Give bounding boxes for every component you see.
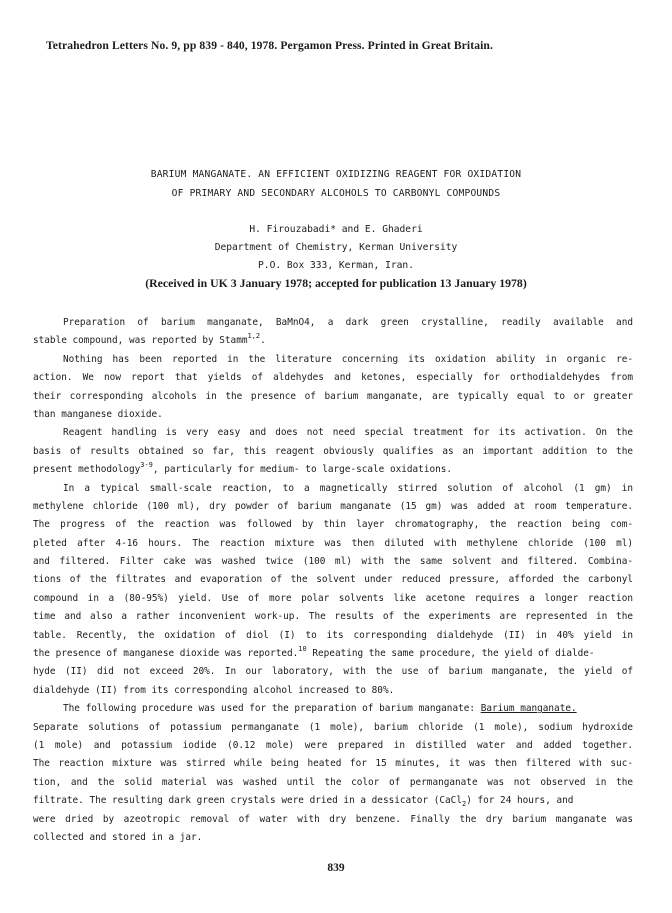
- body-line: than manganese dioxide.: [33, 408, 163, 420]
- affiliation-line-1: Department of Chemistry, Kerman University: [214, 242, 458, 253]
- body-line: Preparation of barium manganate, BaMnO4, a dark green crystalline, readily available and: [63, 317, 633, 328]
- underlined-heading: Barium manganate.: [480, 703, 577, 715]
- body-line: tion, and the solid material was washed until the color of permanganate was not observed in the: [33, 776, 633, 788]
- body-line: table. Recently, the oxidation of diol (I) to its corresponding dialdehyde (II) in 40% yield in: [33, 629, 633, 641]
- body-line: pleted after 4-16 hours. The reaction mixture was then diluted with methylene chloride (100 ml): [33, 537, 633, 549]
- body-line: hyde (II) did not exceed 20%. In our laboratory, with the use of barium manganate, the yield of: [33, 666, 633, 678]
- citation-superscript: 10: [298, 645, 307, 654]
- body-line: (1 mole) and potassium iodide (0.12 mole) were prepared in distilled water and added together.: [33, 739, 633, 751]
- article-body: [33, 314, 633, 847]
- body-line: In a typical small-scale reaction, to a magnetically stirred solution of alcohol (1 gm) in: [63, 482, 633, 494]
- body-line: Nothing has been reported in the literature concerning its oxidation ability in organic re-: [63, 353, 633, 365]
- article-title-line-1: BARIUM MANGANATE. AN EFFICIENT OXIDIZING REAGENT FOR OXIDATION: [150, 169, 522, 180]
- citation-superscript: 1,2: [247, 332, 261, 341]
- citation-superscript: 3-9: [140, 461, 153, 470]
- body-line: The progress of the reaction was followed by thin layer chromatography, the reaction being com-: [33, 519, 633, 531]
- body-line: compound in a (80-95%) yield. Use of more polar solvents like acetone requires a longer reaction: [33, 592, 633, 604]
- body-line: the presence of manganese dioxide was reported.$^{10}$ Repeating the same procedure, the yield of dialde-: [33, 645, 595, 660]
- body-line: their corresponding alcohols in the presence of barium manganate, are typically equal to or greater: [33, 390, 633, 402]
- body-line: collected and stored in a jar.: [33, 831, 203, 843]
- body-line: The following procedure was used for the preparation of barium manganate: Barium manganate.: [63, 703, 577, 715]
- body-line: action. We now report that yields of aldehydes and ketones, especially for orthodialdehydes from: [33, 372, 633, 384]
- body-line: Separate solutions of potassium permanganate (1 mole), barium chloride (1 mole), sodium hydroxide: [33, 721, 633, 733]
- body-line: methylene chloride (100 ml), dry powder of barium manganate (15 gm) was added at room temperature.: [33, 500, 633, 512]
- body-line: filtrate. The resulting dark green crystals were dried in a dessicator (CaCl$_2$) for 24 hours, and: [33, 795, 574, 809]
- body-line: The reaction mixture was stirred while being heated for 15 minutes, it was then filtered with suc-: [33, 758, 633, 770]
- body-line: basis of results obtained so far, this reagent obviously qualifies as an important addition to the: [33, 445, 633, 457]
- page-number: 839: [327, 862, 345, 874]
- received-dates: (Received in UK 3 January 1978; accepted for publication 13 January 1978): [145, 276, 527, 290]
- body-line: stable compound, was reported by Stamm$^{1,2}$.: [33, 332, 266, 347]
- authors: H. Firouzabadi* and E. Ghaderi: [249, 224, 423, 235]
- subscript: 2: [461, 800, 467, 809]
- body-line: were dried by azeotropic removal of water with dry benzene. Finally the dry barium manganate was: [33, 813, 633, 825]
- body-line: and filtered. Filter cake was washed twice (100 ml) with the same solvent and filtered. Combina-: [33, 556, 633, 568]
- article-title-line-2: OF PRIMARY AND SECONDARY ALCOHOLS TO CARBONYL COMPOUNDS: [171, 188, 501, 199]
- body-line: dialdehyde (II) from its corresponding alcohol increased to 80%.: [33, 684, 395, 696]
- body-line: tions of the filtrates and evaporation of the solvent under reduced pressure, afforded the carbonyl: [33, 574, 633, 586]
- body-line: Reagent handling is very easy and does not need special treatment for its activation. On the: [63, 427, 633, 439]
- journal-citation: Tetrahedron Letters No. 9, pp 839 - 840, 1978. Pergamon Press. Printed in Great Britain.: [46, 39, 493, 52]
- affiliation-line-2: P.O. Box 333, Kerman, Iran.: [258, 260, 414, 271]
- body-line: present methodology$^{3-9}$, particularly for medium- to large-scale oxidations.: [33, 461, 453, 476]
- body-line: time and also a rather inconvenient work-up. The results of the experiments are represented in the: [33, 611, 633, 623]
